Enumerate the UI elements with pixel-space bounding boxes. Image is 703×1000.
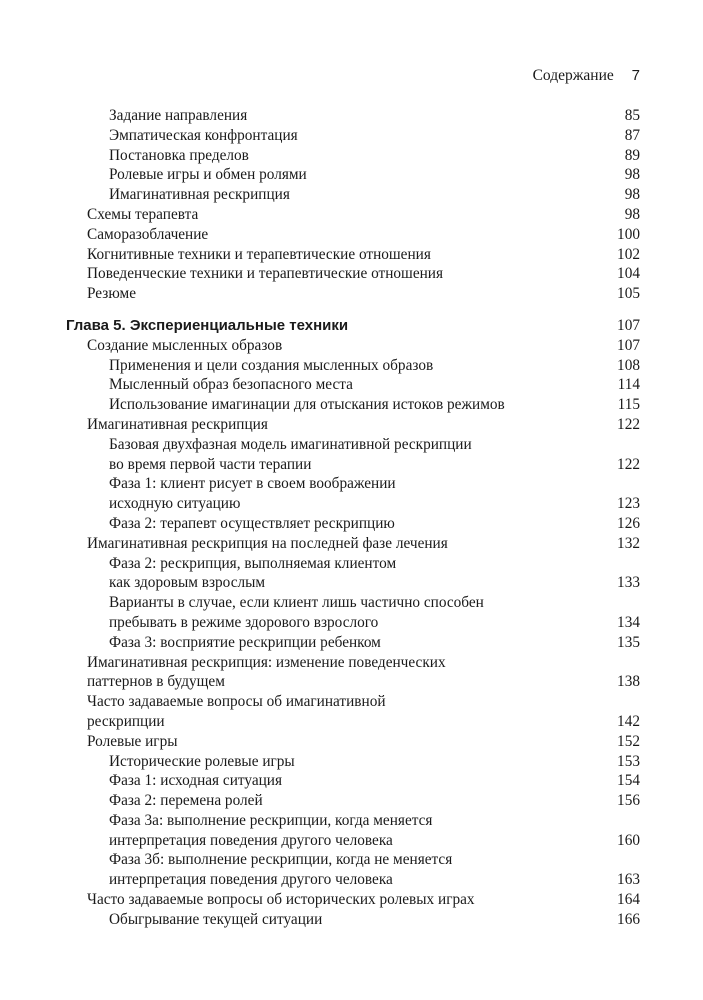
- toc-entry: [66, 890, 640, 910]
- toc-entry: [66, 692, 640, 712]
- toc-entry-page: 102: [617, 245, 640, 263]
- toc-entry-page: 164: [617, 891, 640, 909]
- toc-entry-title: Использование имагинации для отыскания истоков режимов: [109, 396, 505, 414]
- toc-entry: [66, 106, 640, 126]
- toc-entry: [66, 712, 640, 732]
- toc-entry-page: 166: [617, 910, 640, 928]
- toc-entry-title: Применения и цели создания мысленных образов: [109, 356, 434, 374]
- toc-entry-page: 85: [624, 107, 640, 124]
- toc-entry-page: 107: [617, 316, 640, 334]
- toc-entry: [66, 870, 640, 890]
- toc-entry: [66, 415, 640, 435]
- toc-entry-title: Когнитивные техники и терапевтические отношения: [87, 245, 431, 263]
- toc-entry: [66, 593, 640, 613]
- toc-entry-title: паттернов в будущем: [87, 673, 225, 691]
- toc-entry: [66, 435, 640, 455]
- running-head-title: Содержание: [532, 67, 614, 84]
- toc-entry-title: Эмпатическая конфронтация: [109, 126, 298, 144]
- toc-entry-page: 156: [617, 792, 640, 810]
- toc-entry-title: Фаза 3б: выполнение рескрипции, когда не меняется: [109, 851, 453, 869]
- toc-entry-page: 135: [617, 633, 640, 651]
- toc-entry-title: во время первой части терапии: [109, 455, 312, 473]
- toc-chapter-heading: [66, 316, 640, 336]
- toc-entry: [66, 205, 640, 225]
- toc-entry-title: Часто задаваемые вопросы об имагинативной: [87, 693, 386, 711]
- toc-entry-title: Имагинативная рескрипция: [109, 186, 290, 204]
- toc-entry-title: Мысленный образ безопасного места: [109, 376, 353, 394]
- toc-entry-page: 122: [617, 455, 640, 473]
- toc-entry-title: Саморазоблачение: [87, 225, 209, 243]
- toc-entry: [66, 811, 640, 831]
- toc-entry-title: Резюме: [87, 285, 137, 303]
- toc-entry-page: 126: [617, 514, 640, 532]
- toc-entry-title: рескрипции: [87, 712, 165, 730]
- toc-entry-title: интерпретация поведения другого человека: [109, 831, 393, 849]
- toc-entry-title: Имагинативная рескрипция: [87, 415, 268, 433]
- toc-entry-page: 142: [617, 712, 640, 730]
- toc-entry: [66, 732, 640, 752]
- toc-entry: [66, 185, 640, 205]
- toc-entry: [66, 791, 640, 811]
- toc-entry-title: Часто задаваемые вопросы об исторических ролевых играх: [87, 891, 475, 909]
- toc-entry-page: 98: [624, 205, 640, 223]
- toc-entry-title: Фаза 1: клиент рисует в своем воображении: [109, 475, 396, 493]
- toc-entry: [66, 633, 640, 653]
- toc-entry-page: 133: [617, 574, 640, 592]
- toc-entry-page: 154: [617, 772, 640, 790]
- toc-entry-title: Фаза 3: восприятие рескрипции ребенком: [109, 633, 381, 651]
- toc-entry: [66, 245, 640, 265]
- toc-entry-title: Фаза 2: перемена ролей: [109, 792, 263, 810]
- toc-entry: [66, 165, 640, 185]
- toc-entry-title: Фаза 2: рескрипция, выполняемая клиентом: [109, 554, 397, 572]
- toc-entry-page: 105: [617, 285, 640, 303]
- toc-entry-title: Создание мысленных образов: [87, 336, 283, 354]
- toc-entry-title: Имагинативная рескрипция: изменение поведенческих: [87, 653, 446, 671]
- toc-entry-title: Обыгрывание текущей ситуации: [109, 910, 323, 928]
- toc-entry-title: Схемы терапевта: [87, 205, 199, 223]
- toc-entry: [66, 455, 640, 475]
- toc-entry: [66, 126, 640, 146]
- toc-entry: [66, 514, 640, 534]
- toc-entry-title: Имагинативная рескрипция на последней фазе лечения: [87, 534, 448, 552]
- toc-entry-page: 98: [624, 166, 640, 184]
- toc-entry: [66, 771, 640, 791]
- toc-entry-page: 134: [617, 613, 640, 631]
- toc-entry-page: 114: [617, 376, 640, 394]
- toc-gap: [66, 304, 640, 316]
- toc-entry-title: Варианты в случае, если клиент лишь частично способен: [109, 594, 484, 612]
- toc-entry: [66, 284, 640, 304]
- toc-entry: [66, 752, 640, 772]
- toc-entry-title: Задание направления: [109, 107, 248, 124]
- toc-entry: [66, 395, 640, 415]
- toc-entry-title: Базовая двухфазная модель имагинативной рескрипции: [109, 435, 472, 453]
- toc-entry: [66, 356, 640, 376]
- toc-entry-page: 115: [617, 396, 640, 414]
- toc-entry-title: Ролевые игры: [87, 732, 178, 750]
- toc-entry-title: интерпретация поведения другого человека: [109, 871, 393, 889]
- page-number: 7: [631, 67, 640, 84]
- toc-entry: [66, 613, 640, 633]
- toc-entry-title: Фаза 3а: выполнение рескрипции, когда меняется: [109, 811, 433, 829]
- toc-entry-title: Постановка пределов: [109, 146, 249, 164]
- toc-entry: [66, 146, 640, 166]
- toc-entry-page: 122: [617, 415, 640, 433]
- toc-entry-page: 107: [617, 336, 640, 354]
- toc-entry-page: 87: [624, 126, 640, 144]
- toc-entry-title: Фаза 1: исходная ситуация: [109, 772, 283, 790]
- toc-entry-title: Поведенческие техники и терапевтические отношения: [87, 265, 444, 283]
- toc-entry: [66, 831, 640, 851]
- toc-entry-page: 104: [617, 265, 640, 283]
- toc-entry-page: 98: [624, 186, 640, 204]
- toc-entry-title: пребывать в режиме здорового взрослого: [109, 613, 379, 631]
- toc-entry: [66, 264, 640, 284]
- toc-entry-page: 160: [617, 831, 640, 849]
- toc-entry: [66, 573, 640, 593]
- toc-entry-page: 89: [624, 146, 640, 164]
- toc-entry: [66, 225, 640, 245]
- toc-entry-title: исходную ситуацию: [109, 495, 241, 513]
- toc-entry: [66, 494, 640, 514]
- toc-entry-page: 163: [617, 871, 640, 889]
- toc-entry-title: Глава 5. Экспериенциальные техники: [66, 316, 349, 334]
- running-head: [0, 66, 640, 86]
- toc-entry: [66, 910, 640, 930]
- toc-entry-page: 108: [617, 356, 640, 374]
- toc-entry-page: 153: [617, 752, 640, 770]
- toc-entry: [66, 554, 640, 574]
- toc-entry: [66, 653, 640, 673]
- toc-entry: [66, 474, 640, 494]
- toc-entry-title: Ролевые игры и обмен ролями: [109, 166, 307, 184]
- toc-entry-page: 100: [617, 225, 640, 243]
- toc-entry-page: 138: [617, 673, 640, 691]
- toc-entry-page: 152: [617, 732, 640, 750]
- toc-entry: [66, 336, 640, 356]
- table-of-contents: [66, 106, 640, 930]
- toc-entry: [66, 375, 640, 395]
- toc-entry-page: 132: [617, 534, 640, 552]
- toc-entry-page: 123: [617, 495, 640, 513]
- toc-entry-title: как здоровым взрослым: [109, 574, 266, 592]
- toc-entry: [66, 672, 640, 692]
- toc-entry: [66, 534, 640, 554]
- toc-entry: [66, 850, 640, 870]
- toc-entry-title: Исторические ролевые игры: [109, 752, 295, 770]
- toc-entry-title: Фаза 2: терапевт осуществляет рескрипцию: [109, 514, 395, 532]
